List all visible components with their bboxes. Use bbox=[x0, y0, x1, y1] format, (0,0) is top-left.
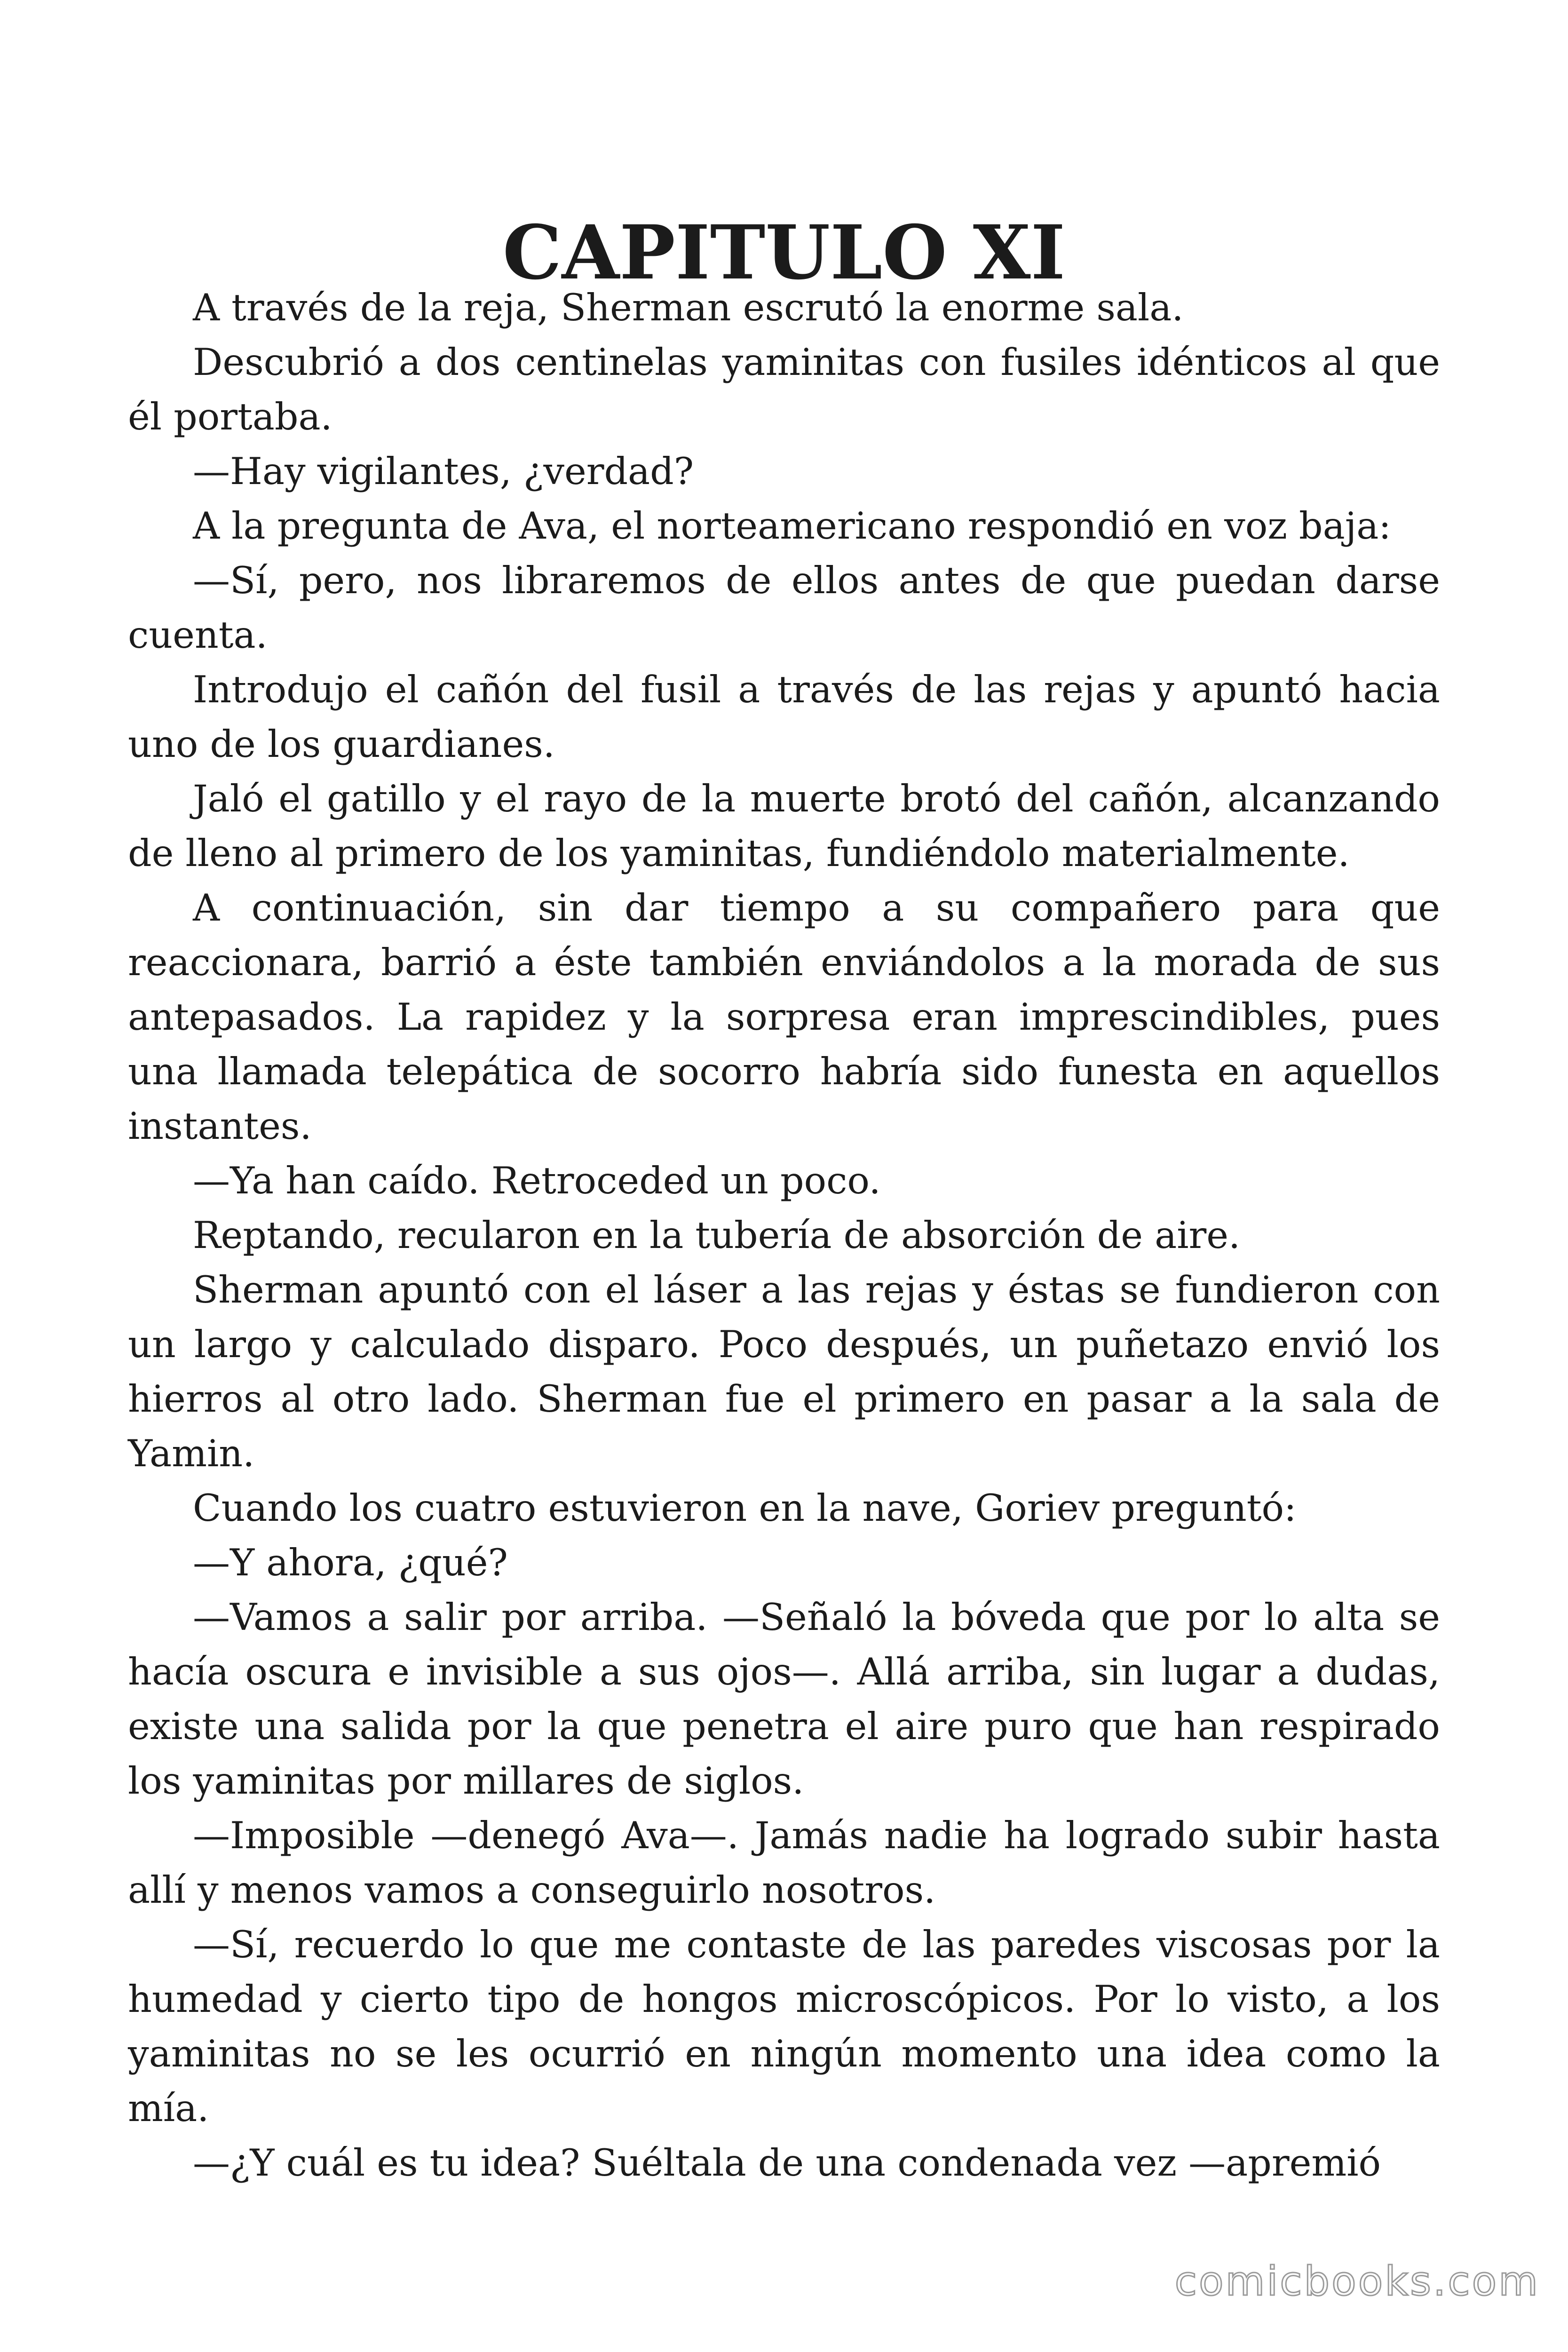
paragraph-9: —Ya han caído. Retroceded un poco. bbox=[193, 1159, 881, 1202]
watermark: comicbooks.com bbox=[1174, 2258, 1540, 2305]
paragraph-13: —Y ahora, ¿qué? bbox=[193, 1541, 508, 1584]
paragraph-16: —Sí, recuerdo lo que me contaste de las paredes viscosas por la humedad y cierto tipo de hongos microscópicos. Por lo visto, a los yaminitas no se les ocurrió en ningún momento una idea como la mía. bbox=[128, 1923, 1440, 2130]
paragraph-6: Introdujo el cañón del fusil a través de las rejas y apuntó hacia uno de los guardianes. bbox=[128, 668, 1440, 766]
paragraph-2: Descubrió a dos centinelas yaminitas con fusiles idénticos al que él portaba. bbox=[128, 341, 1440, 438]
paragraph-15: —Imposible —denegó Ava—. Jamás nadie ha logrado subir hasta allí y menos vamos a conseguirlo nosotros. bbox=[128, 1814, 1440, 1912]
paragraph-10: Reptando, recularon en la tubería de absorción de aire. bbox=[193, 1214, 1241, 1257]
paragraph-14: —Vamos a salir por arriba. —Señaló la bóveda que por lo alta se hacía oscura e invisible a sus ojos—. Allá arriba, sin lugar a dudas, existe una salida por la que penetra el aire puro que han respirado los yaminitas por millares de siglos. bbox=[128, 1596, 1440, 1803]
paragraph-11: Sherman apuntó con el láser a las rejas y éstas se fundieron con un largo y calculado disparo. Poco después, un puñetazo envió los hierros al otro lado. Sherman fue el primero en pasar a la sala de Yamin. bbox=[128, 1268, 1440, 1475]
paragraph-4: A la pregunta de Ava, el norteamericano respondió en voz baja: bbox=[193, 504, 1391, 548]
paragraph-12: Cuando los cuatro estuvieron en la nave, Goriev preguntó: bbox=[193, 1486, 1297, 1530]
paragraph-8: A continuación, sin dar tiempo a su compañero para que reaccionara, barrió a éste también enviándolos a la morada de sus antepasados. La rapidez y la sorpresa eran imprescindibles, pues una llamada telepática de socorro habría sido funesta en aquellos instantes. bbox=[128, 886, 1440, 1148]
paragraph-3: —Hay vigilantes, ¿verdad? bbox=[193, 450, 694, 493]
paragraph-1: A través de la reja, Sherman escrutó la enorme sala. bbox=[193, 286, 1184, 329]
paragraph-17: —¿Y cuál es tu idea? Suéltala de una condenada vez —apremió bbox=[193, 2141, 1381, 2185]
paragraph-7: Jaló el gatillo y el rayo de la muerte brotó del cañón, alcanzando de lleno al primero de los yaminitas, fundiéndolo materialmente. bbox=[128, 777, 1440, 875]
paragraph-5: —Sí, pero, nos libraremos de ellos antes de que puedan darse cuenta. bbox=[128, 559, 1440, 657]
book-page bbox=[128, 209, 1440, 2190]
chapter-title: CAPITULO XI bbox=[502, 209, 1066, 296]
